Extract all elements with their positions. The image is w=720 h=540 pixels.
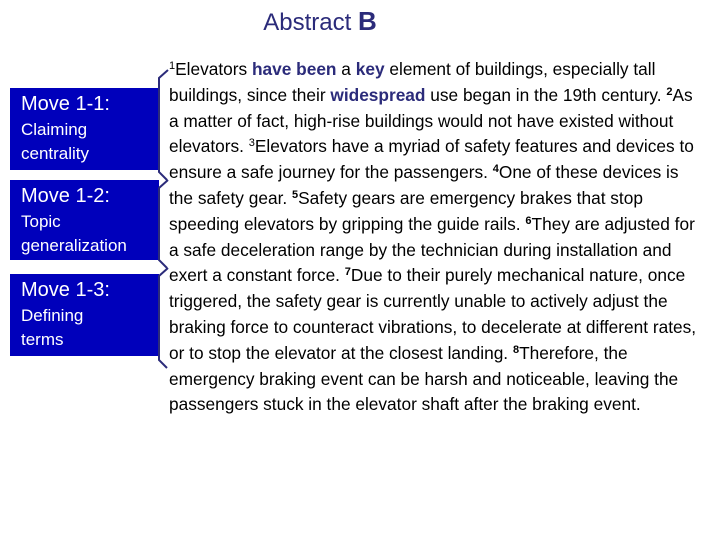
title-text: Abstract — [263, 9, 352, 36]
bracket-1-1 — [159, 70, 168, 180]
sentence-number: 6 — [525, 214, 532, 227]
keyword-highlight: have been — [251, 59, 337, 79]
keyword-highlight: widespread — [330, 84, 426, 105]
sentence-text: use began in the 19th century. — [425, 84, 662, 105]
keyword-highlight: key — [355, 59, 385, 79]
sentence-text: One of these devices is the safety gear. — [169, 162, 679, 208]
bracket-1-3 — [159, 268, 168, 368]
sentence-text: Elevators — [175, 59, 252, 79]
move-label: Move 1-3: — [21, 279, 110, 301]
sentence-number: 2 — [666, 85, 673, 98]
sentence-text: Safety gears are emergency brakes that stop speeding elevators by gripping the guide rails. — [169, 187, 643, 234]
move-desc-line: Defining — [21, 306, 84, 325]
sentence-text: As a matter of fact, high-rise buildings would not have existed without elevators. — [169, 84, 693, 157]
sentence-text: Due to their purely mechanical nature, once triggered, the safety gear is currently unable to actively adjust the braking force to counteract vibrations, to decelerate at different rates, or to stop the elevator at the closest landing. — [169, 265, 697, 363]
title-letter: B — [357, 6, 377, 36]
sentence-text: Elevators have a myriad of safety features and devices to ensure a safe journey for the passengers. — [169, 136, 694, 183]
move-desc-line: Topic — [21, 212, 61, 231]
sentence-number: 1 — [169, 60, 176, 72]
move-desc-line: generalization — [21, 236, 127, 255]
move-desc-line: terms — [21, 330, 64, 349]
move-desc-line: centrality — [21, 144, 90, 163]
sentence-text: Therefore, the emergency braking event can be harsh and noticeable, leaving the passengers stuck in the elevator shaft after the braking event. — [169, 342, 679, 415]
move-desc-line: Claiming — [21, 120, 88, 139]
sentence-text: element of buildings, especially tall buildings, since their — [169, 59, 656, 105]
abstract-body — [169, 57, 699, 418]
sentence-number: 7 — [344, 266, 351, 279]
sentence-text: They are adjusted for a safe deceleration range by the technician during installation and exert a constant force. — [169, 213, 695, 286]
move-label: Move 1-1: — [21, 93, 110, 115]
sentence-text: a — [336, 59, 356, 79]
sentence-number: 5 — [291, 188, 299, 201]
bracket-1-2 — [159, 180, 168, 268]
sentence-number: 8 — [512, 343, 520, 356]
sentence-number: 4 — [492, 163, 499, 176]
move-label: Move 1-2: — [21, 185, 110, 207]
sentence-number: 3 — [248, 137, 255, 150]
